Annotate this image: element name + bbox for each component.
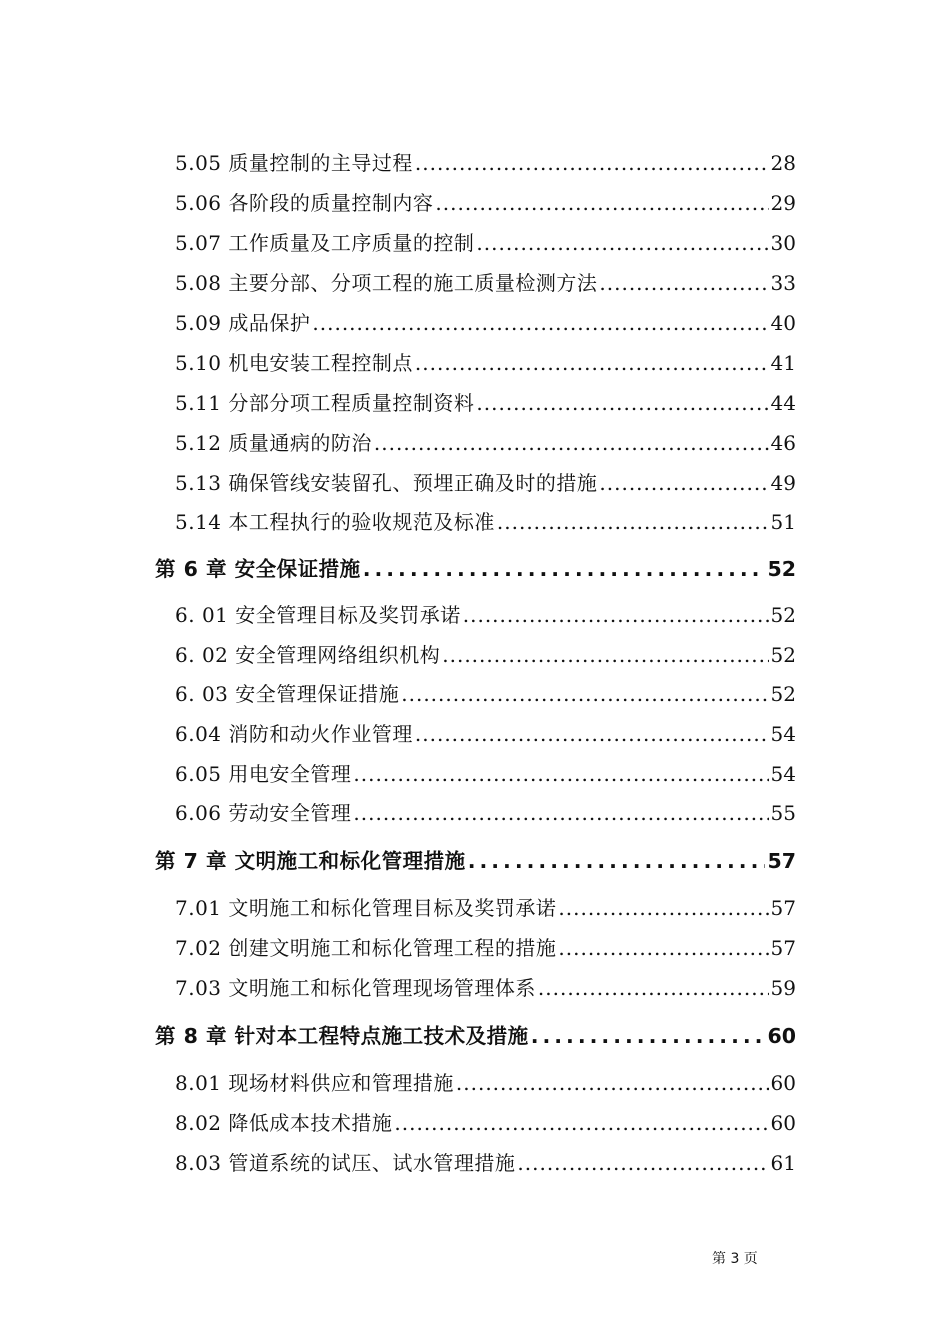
toc-chapter-title: 第 6 章 安全保证措施	[155, 557, 361, 581]
toc-chapter-entry[interactable]	[155, 839, 796, 883]
toc-leader-dots	[353, 793, 768, 833]
toc-entry[interactable]	[175, 968, 796, 1008]
toc-leader-dots	[599, 463, 768, 503]
toc-entry[interactable]	[175, 674, 796, 714]
toc-entry-title: 6.04 消防和动火作业管理	[175, 722, 413, 746]
toc-leader-dots	[394, 1103, 768, 1143]
toc-entry[interactable]	[175, 143, 796, 183]
toc-entry-page: 60	[770, 1071, 796, 1095]
toc-chapter-title: 第 7 章 文明施工和标化管理措施	[155, 849, 466, 873]
toc-leader-dots	[558, 888, 768, 928]
toc-chapter-page: 57	[767, 849, 796, 873]
toc-entry-title: 6. 02 安全管理网络组织机构	[175, 643, 441, 667]
toc-entry-page: 57	[770, 896, 796, 920]
toc-entry[interactable]	[175, 793, 796, 833]
toc-entry-title: 6. 03 安全管理保证措施	[175, 682, 400, 706]
toc-leader-dots	[599, 263, 768, 303]
toc-leader-dots	[476, 223, 768, 263]
toc-entry-title: 8.03 管道系统的试压、试水管理措施	[175, 1151, 516, 1175]
toc-entry-page: 60	[770, 1111, 796, 1135]
toc-leader-dots	[538, 968, 769, 1008]
toc-chapter-entry[interactable]	[155, 1014, 796, 1058]
toc-entry[interactable]	[175, 928, 796, 968]
toc-entry-title: 7.03 文明施工和标化管理现场管理体系	[175, 976, 536, 1000]
toc-leader-dots	[415, 143, 769, 183]
toc-entry[interactable]	[175, 1143, 796, 1183]
toc-leader-dots	[415, 714, 769, 754]
toc-leader-dots	[415, 343, 769, 383]
toc-entry-page: 30	[770, 231, 796, 255]
toc-leader-dots	[442, 635, 768, 675]
toc-entry-title: 5.07 工作质量及工序质量的控制	[175, 231, 475, 255]
toc-entry[interactable]	[175, 1063, 796, 1103]
toc-entry[interactable]	[175, 383, 796, 423]
toc-entry-title: 7.01 文明施工和标化管理目标及奖罚承诺	[175, 896, 557, 920]
toc-entry-page: 44	[770, 391, 796, 415]
toc-entry[interactable]	[175, 595, 796, 635]
toc-entry-page: 33	[770, 271, 796, 295]
toc-entry-title: 5.13 确保管线安装留孔、预埋正确及时的措施	[175, 471, 598, 495]
toc-leader-dots	[463, 595, 769, 635]
toc-entry[interactable]	[175, 888, 796, 928]
toc-entry[interactable]	[175, 223, 796, 263]
toc-entry[interactable]	[175, 635, 796, 675]
toc-entry-page: 51	[770, 510, 796, 534]
toc-leader-dots	[517, 1143, 768, 1183]
toc-entry-page: 52	[770, 682, 796, 706]
toc-leader-dots	[312, 303, 768, 343]
toc-entry-page: 54	[770, 762, 796, 786]
toc-entry-page: 49	[770, 471, 796, 495]
toc-entry[interactable]	[175, 303, 796, 343]
toc-chapter-title: 第 8 章 针对本工程特点施工技术及措施	[155, 1024, 529, 1048]
toc-entry[interactable]	[175, 423, 796, 463]
toc-leader-dots	[401, 674, 768, 714]
toc-entry-title: 6. 01 安全管理目标及奖罚承诺	[175, 603, 461, 627]
toc-entry-page: 55	[770, 801, 796, 825]
toc-entry-page: 41	[770, 351, 796, 375]
toc-entry-title: 5.09 成品保护	[175, 311, 311, 335]
toc-entry[interactable]	[175, 183, 796, 223]
toc-entry-title: 5.08 主要分部、分项工程的施工质量检测方法	[175, 271, 598, 295]
toc-entry-page: 46	[770, 431, 796, 455]
toc-leader-dots	[476, 383, 768, 423]
toc-leader-dots	[353, 754, 768, 794]
toc-entry[interactable]	[175, 754, 796, 794]
toc-entry-page: 28	[770, 151, 796, 175]
toc-entry-title: 8.01 现场材料供应和管理措施	[175, 1071, 454, 1095]
toc-entry-page: 52	[770, 643, 796, 667]
toc-entry-title: 5.10 机电安装工程控制点	[175, 351, 413, 375]
toc-entry-title: 6.05 用电安全管理	[175, 762, 352, 786]
toc-entry[interactable]	[175, 463, 796, 503]
toc-entry-page: 52	[770, 603, 796, 627]
toc-entry-page: 61	[770, 1151, 796, 1175]
toc-entry[interactable]	[175, 502, 796, 542]
toc-entry-title: 5.11 分部分项工程质量控制资料	[175, 391, 475, 415]
toc-chapter-page: 52	[767, 557, 796, 581]
toc-entry[interactable]	[175, 1103, 796, 1143]
toc-entry-page: 54	[770, 722, 796, 746]
toc-entry-title: 6.06 劳动安全管理	[175, 801, 352, 825]
toc-entry-page: 57	[770, 936, 796, 960]
toc-entry-page: 40	[770, 311, 796, 335]
toc-entry[interactable]	[175, 263, 796, 303]
toc-leader-dots	[435, 183, 768, 223]
toc-entry-title: 7.02 创建文明施工和标化管理工程的措施	[175, 936, 557, 960]
toc-entry[interactable]	[175, 343, 796, 383]
toc-leader-dots	[497, 502, 769, 542]
toc-leader-dots	[531, 1014, 766, 1058]
toc-chapter-page: 60	[767, 1024, 796, 1048]
toc-chapter-entry[interactable]	[155, 547, 796, 591]
toc-entry[interactable]	[175, 714, 796, 754]
toc-entry-title: 5.14 本工程执行的验收规范及标准	[175, 510, 495, 534]
toc-leader-dots	[374, 423, 769, 463]
toc-entry-title: 5.05 质量控制的主导过程	[175, 151, 413, 175]
toc-entry-page: 29	[770, 191, 796, 215]
page-number-footer: 第 3 页	[712, 1251, 758, 1267]
toc-leader-dots	[363, 547, 766, 591]
toc-entry-page: 59	[770, 976, 796, 1000]
toc-entry-title: 5.06 各阶段的质量控制内容	[175, 191, 434, 215]
toc-leader-dots	[468, 839, 766, 883]
toc-entry-title: 8.02 降低成本技术措施	[175, 1111, 393, 1135]
toc-leader-dots	[558, 928, 768, 968]
toc-entry-title: 5.12 质量通病的防治	[175, 431, 372, 455]
toc-leader-dots	[456, 1063, 769, 1103]
